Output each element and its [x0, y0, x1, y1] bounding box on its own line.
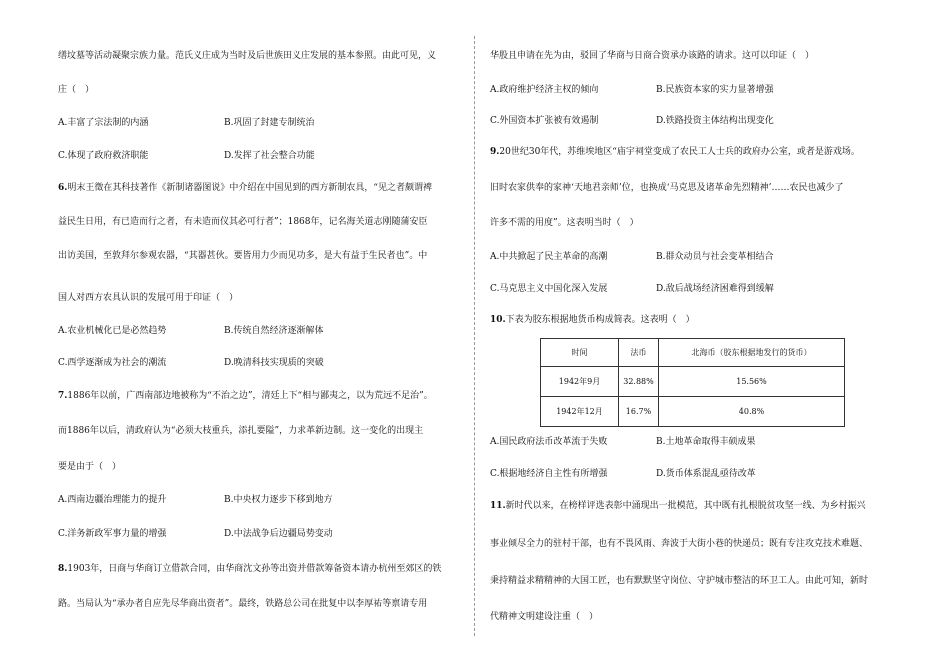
- q8-option-a: A.政府维护经济主权的倾向: [490, 85, 599, 95]
- q6-stem-line: [58, 182, 432, 194]
- q11-stem-text: 新时代以来，在榜样评选表彰中涌现出一批模范，其中既有扎根脱贫攻坚一线、为乡村振兴: [505, 501, 866, 511]
- q8-stem-line: 华股且申请在先为由，驳回了华商与日商合资承办该路的请求。这可以印证（ ）: [490, 51, 815, 61]
- q5-stem-line: 缮坟墓等活动凝聚宗族力量。范氏义庄成为当时及后世族田义庄发展的基本参照。由此可见，义: [58, 51, 437, 61]
- q5-option-c: C.体现了政府救济职能: [58, 151, 149, 161]
- table-row: [541, 367, 845, 397]
- q10-option-b: B.土地革命取得丰硕成果: [656, 437, 756, 447]
- currency-table: [540, 338, 845, 427]
- q8-number: 8.: [58, 564, 68, 574]
- q9-stem-line: 旧时农家供奉的家神‘天地君亲师’位，也换成‘马克思及诸革命先烈精神’……农民也减少了: [490, 183, 844, 193]
- q7-option-a: A.西南边疆治理能力的提升: [58, 495, 167, 505]
- q7-option-c: C.洋务新政军事力量的增强: [58, 529, 167, 539]
- q11-stem-line: 代精神文明建设注重（ ）: [490, 612, 599, 622]
- q9-option-d: D.敌后战场经济困难得到缓解: [656, 284, 774, 294]
- q6-number: 6.: [58, 183, 68, 193]
- q10-stem-text: 下表为胶东根据地货币构成简表。这表明（ ）: [505, 315, 695, 325]
- q7-stem-line: [58, 390, 433, 402]
- q6-option-c: C.西学逐渐成为社会的潮流: [58, 358, 167, 368]
- table-cell: 32.88%: [619, 367, 659, 397]
- q6-option-d: D.晚清科技实现质的突破: [224, 358, 324, 368]
- q5-option-d: D.发挥了社会整合功能: [224, 151, 315, 161]
- q6-option-b: B.传统自然经济逐渐解体: [224, 326, 324, 336]
- table-header: 时间: [541, 339, 619, 367]
- q9-stem-text: 20世纪30年代，苏维埃地区“庙宇祠堂变成了农民工人士兵的政府办公室，或者是游戏场。: [499, 147, 860, 157]
- q11-stem-line: 事业倾尽全力的驻村干部，也有不畏风雨、奔波于大街小巷的快递员；既有专注攻克技术难题、: [490, 539, 869, 549]
- q9-stem-line: [490, 146, 860, 158]
- q5-option-b: B.巩固了封建专制统治: [224, 118, 315, 128]
- q6-stem-text: 明末王徵在其科技著作《新制诸器图说》中介绍在中国见到的西方新制农具，“见之者颇谓裨: [67, 183, 433, 193]
- q9-stem-line: 许多不需的用度”。这表明当时（ ）: [490, 218, 639, 228]
- q9-number: 9.: [490, 147, 500, 157]
- table-header-row: [541, 339, 845, 367]
- table-cell: 1942年9月: [541, 367, 619, 397]
- q9-option-b: B.群众动员与社会变革相结合: [656, 252, 774, 262]
- q11-stem-line: [490, 500, 866, 512]
- q9-option-c: C.马克思主义中国化深入发展: [490, 284, 608, 294]
- q7-stem-line: 要是由于（ ）: [58, 462, 122, 472]
- q10-option-c: C.根据地经济自主性有所增强: [490, 469, 608, 479]
- q8-option-b: B.民族资本家的实力显著增强: [656, 85, 774, 95]
- q8-stem-line: 路。当局认为“承办者自应先尽华商出资者”。最终，铁路总公司在批复中以李厚祐等禀请专用: [58, 599, 428, 609]
- q6-stem-line: 国人对西方农具认识的发展可用于印证（ ）: [58, 293, 239, 303]
- q8-stem-line: [58, 563, 441, 575]
- q8-stem-text: 1903年，日商与华商订立借款合同，由华商沈文孙等出资并借款筹备资本请办杭州至郊区的铁: [67, 564, 442, 574]
- q6-stem-line: 出访美国，至敦拜尔参观农器，“其器甚伙。要皆用力少而见功多，是大有益于生民者也”。中: [58, 251, 428, 261]
- q8-option-c: C.外国资本扩张被有效遏制: [490, 116, 599, 126]
- q10-option-a: A.国民政府法币改革流于失败: [490, 437, 608, 447]
- table-cell: 40.8%: [659, 397, 845, 427]
- q7-option-d: D.中法战争后边疆局势变动: [224, 529, 333, 539]
- table-header: 北海币（胶东根据地发行的货币）: [659, 339, 845, 367]
- q8-option-d: D.铁路投资主体结构出现变化: [656, 116, 774, 126]
- q10-stem-line: [490, 314, 695, 326]
- table-row: [541, 397, 845, 427]
- q7-number: 7.: [58, 391, 68, 401]
- q9-option-a: A.中共掀起了民主革命的高潮: [490, 252, 608, 262]
- table-cell: 15.56%: [659, 367, 845, 397]
- q7-option-b: B.中央权力逐步下移到地方: [224, 495, 333, 505]
- q6-stem-line: 益民生日用，有已造而行之者，有未造而仪其必可行者”；1868年，记名海关道志刚随蒲安臣: [58, 217, 428, 227]
- q7-stem-line: 而1886年以后，清政府认为“必须大枝重兵，添扎要隘”，力求革新边制。这一变化的出现主: [58, 426, 424, 436]
- table-cell: 1942年12月: [541, 397, 619, 427]
- q10-number: 10.: [490, 315, 506, 325]
- table-header: 法币: [619, 339, 659, 367]
- q11-stem-line: 秉持精益求精精神的大国工匠，也有默默坚守岗位、守护城市整洁的环卫工人。由此可知，新时: [490, 576, 869, 586]
- q5-option-a: A.丰富了宗法制的内涵: [58, 118, 149, 128]
- q6-option-a: A.农业机械化已是必然趋势: [58, 326, 167, 336]
- q11-number: 11.: [490, 501, 506, 511]
- q10-option-d: D.货币体系混乱亟待改革: [656, 469, 756, 479]
- q7-stem-text: 1886年以前，广西南部边地被称为“不治之边”，清廷上下“相与鄙夷之，以为荒远不足治”。: [67, 391, 433, 401]
- q5-stem-line: 庄（ ）: [58, 85, 95, 95]
- table-cell: 16.7%: [619, 397, 659, 427]
- column-divider: [474, 36, 475, 636]
